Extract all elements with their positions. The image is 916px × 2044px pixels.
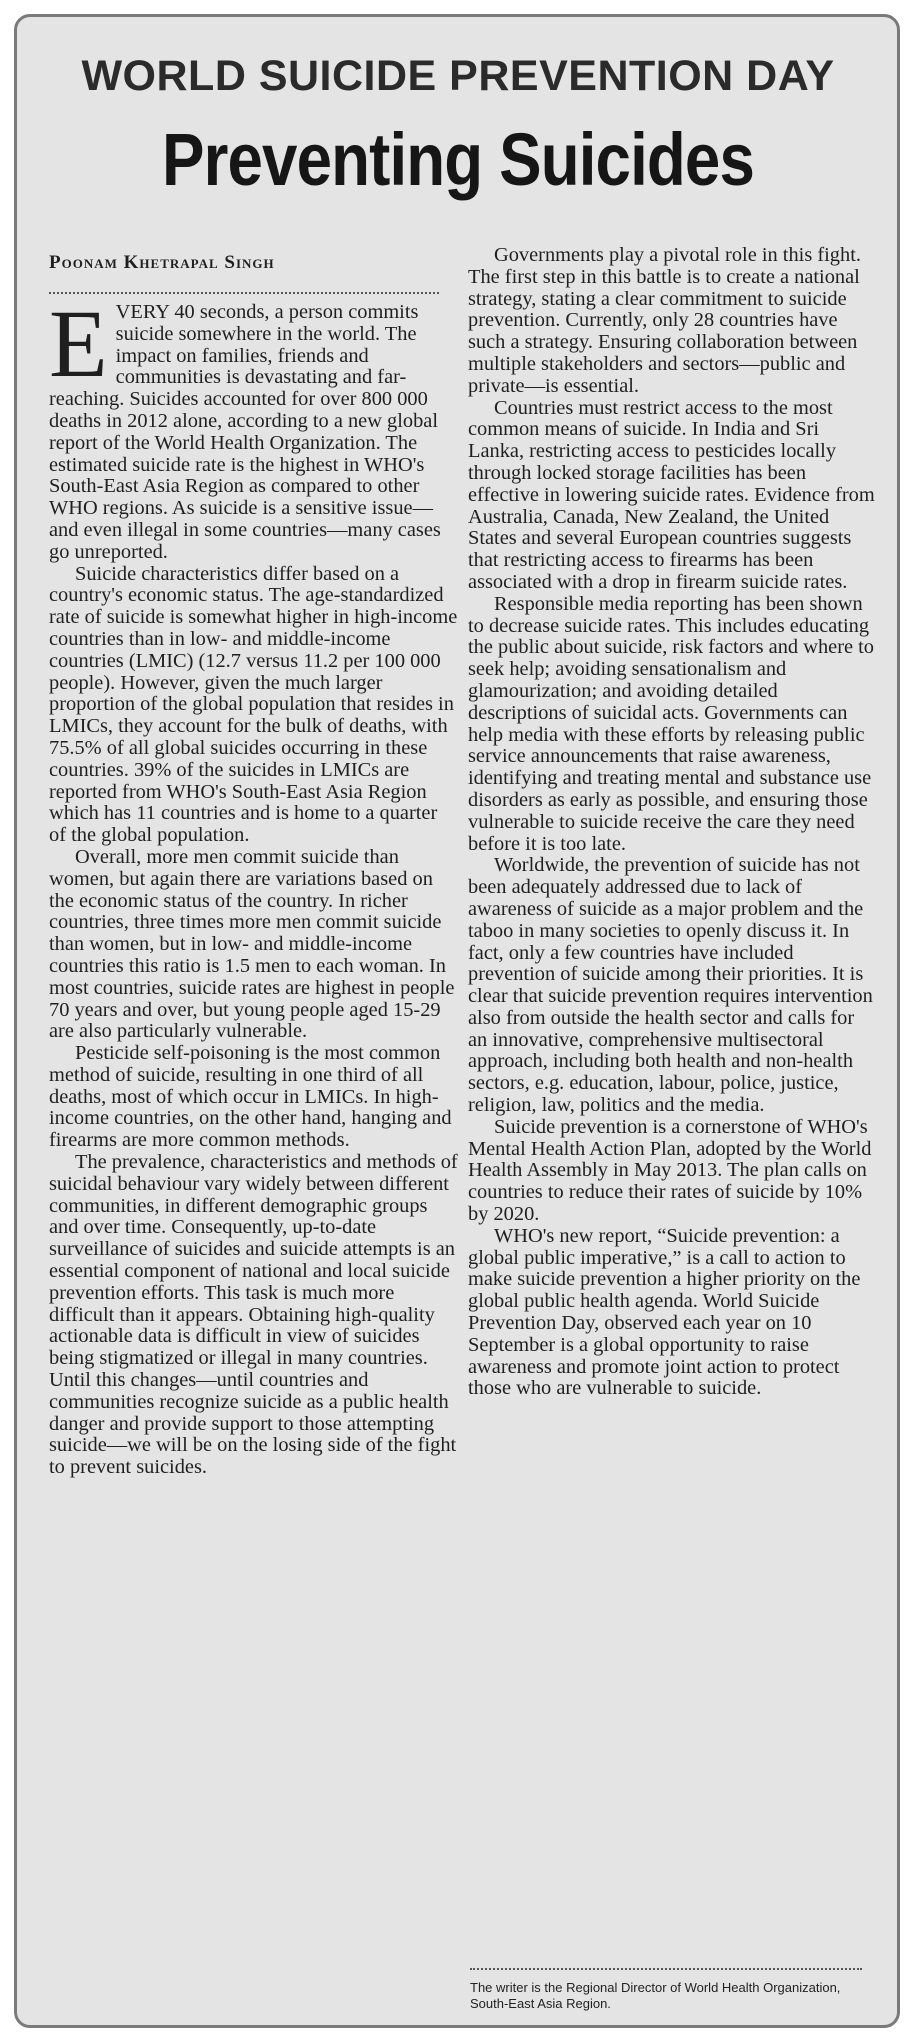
paragraph-10: Suicide prevention is a cornerstone of WHO's Mental Health Action Plan, adopted by the World Health Assembly in May 2013. The plan calls on countries to reduce their rates of suicide by 10% by 2020. [468, 1115, 872, 1226]
paragraph-3: Overall, more men commit suicide than women, but again there are variations based on the economic status of the country. In richer countries, three times more men commit suicide than women, but in low- and middle-income countries this ratio is 1.5 men to each woman. In most countries, suicide rates are highest in people 70 years and over, but young people aged 15-29 are also particularly vulnerable. [49, 845, 455, 1043]
paragraph-6: Governments play a pivotal role in this fight. The first step in this battle is to create a national strategy, stating a clear commitment to suicide prevention. Currently, only 28 countries have such a strategy. Ensuring collaboration between multiple stakeholders and sectors—public and private—is essential. [468, 244, 861, 397]
drop-cap: E [49, 290, 108, 397]
paragraph-9: Worldwide, the prevention of suicide has not been adequately addressed due to lack of awareness of suicide as a major problem and the taboo in many societies to openly discuss it. In fact, only a few countries have included prevention of suicide among their priorities. It is clear that suicide prevention requires intervention also from outside the health sector and calls for an innovative, comprehensive multisectoral approach, including both health and non-health sectors, e.g. education, labour, police, justice, religion, law, politics and the media. [468, 854, 873, 1117]
paragraph-1: EVERY 40 seconds, a person commits suicide somewhere in the world. The impact on families, friends and communities is devastating and far-reaching. Suicides accounted for over 800 000 deaths in 2012 alone, according to a new global report of the World Health Organization. The estimated suicide rate is the highest in WHO's South-East Asia Region as compared to other WHO regions. As suicide is a sensitive issue—and even illegal in some countries—many cases go unreported. [49, 290, 441, 563]
headline: Preventing Suicides [162, 118, 754, 201]
paragraph-8: Responsible media reporting has been shown to decrease suicide rates. This includes educating the public about suicide, risk factors and where to seek help; avoiding sensationalism and glamourization; and avoiding detailed descriptions of suicidal acts. Governments can help media with these efforts by releasing public service announcements that raise awareness, identifying and treating mental and substance use disorders as early as possible, and ensuring those vulnerable to suicide receive the care they need before it is too late. [468, 592, 874, 855]
author-note: The writer is the Regional Director of World Health Organization, South-East Asia Region. [470, 1980, 841, 2011]
paragraph-7: Countries must restrict access to the most common means of suicide. In India and Sri Lanka, restricting access to pesticides locally through locked storage facilities has been effective in lowering suicide rates. Evidence from Australia, Canada, New Zealand, the United States and several European countries suggests that restricting access to firearms has been associated with a drop in firearm suicide rates. [468, 396, 875, 593]
footnote-divider [470, 1968, 862, 1970]
byline: Poonam Khetrapal Singh [49, 252, 275, 273]
right-column [468, 245, 877, 1400]
paragraph-5: The prevalence, characteristics and methods of suicidal behaviour vary widely between different communities, in different demographic groups and over time. Consequently, up-to-date surveillance of suicides and suicide attempts is an essential component of national and local suicide prevention efforts. This task is much more difficult than it appears. Obtaining high-quality actionable data is difficult in view of suicides being stigmatized or illegal in many countries. Until this changes—until countries and communities recognize suicide as a public health danger and provide support to those attempting suicide—we will be on the losing side of the fight to prevent suicides. [49, 1151, 458, 1479]
section-kicker: WORLD SUICIDE PREVENTION DAY [81, 52, 835, 100]
paragraph-11: WHO's new report, “Suicide prevention: a global public imperative,” is a call to action to make suicide prevention a higher priority on the global public health agenda. World Suicide Prevention Day, observed each year on 10 September is a global opportunity to raise awareness and promote joint action to protect those who are vulnerable to suicide. [468, 1224, 861, 1400]
paragraph-2: Suicide characteristics differ based on a country's economic status. The age-standardized rate of suicide is somewhat higher in high-income countries than in low- and middle-income countries (LMIC) (12.7 versus 11.2 per 100 000 people). However, given the much larger proportion of the global population that resides in LMICs, they account for the bulk of deaths, with 75.5% of all global suicides occurring in these countries. 39% of the suicides in LMICs are reported from WHO's South-East Asia Region which has 11 countries and is home to a quarter of the global population. [49, 562, 458, 847]
paragraph-4: Pesticide self-poisoning is the most common method of suicide, resulting in one third of all deaths, most of which occur in LMICs. In high-income countries, on the other hand, hanging and firearms are more common methods. [49, 1042, 452, 1152]
left-column [49, 290, 459, 1479]
